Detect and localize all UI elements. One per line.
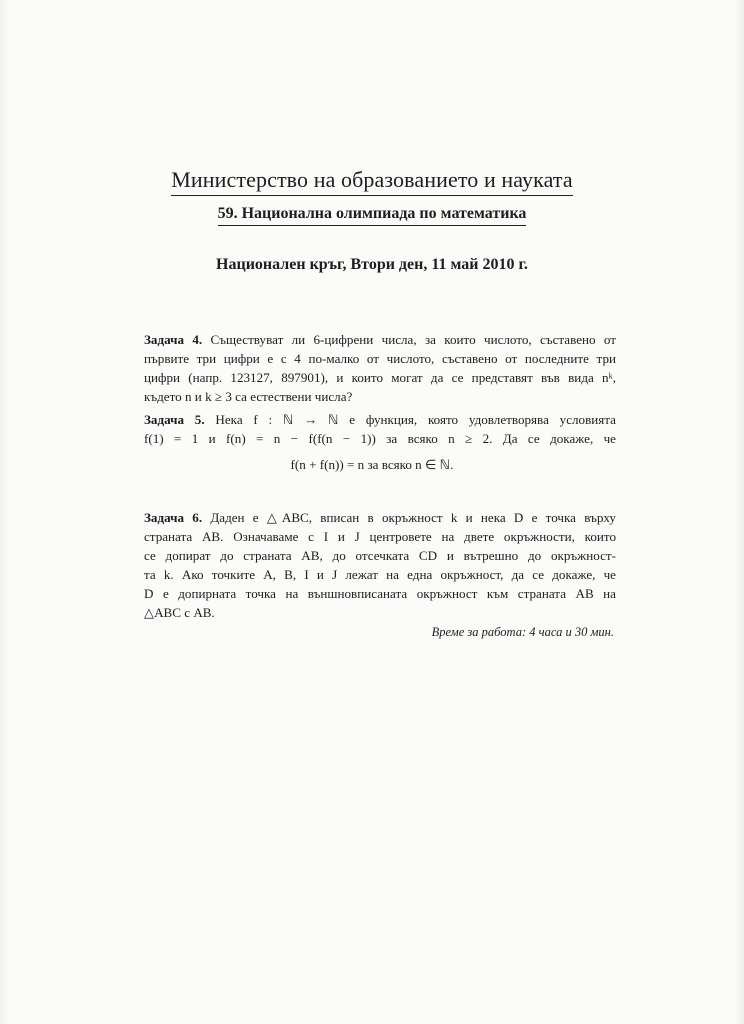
problem-5-line-1: Задача 5. Нека f : ℕ → ℕ е функция, която удовлетворява условията	[144, 412, 616, 427]
problem-6-label: Задача 6.	[144, 510, 203, 525]
problem-5-formula: f(n + f(n)) = n за всяко n ∈ ℕ.	[290, 457, 454, 472]
problem-6-line-5: D е допирната точка на външновписаната окръжност към страната AB на	[144, 586, 616, 601]
time-limit-note: Време за работа: 4 часа и 30 мин.	[431, 625, 614, 639]
problem-5-label: Задача 5.	[144, 412, 205, 427]
problem-4	[144, 330, 616, 406]
problem-6-line-6: △ABC с AB.	[144, 605, 215, 620]
problem-4-line-3: цифри (напр. 123127, 897901), и които могат да се представят във вида nᵏ,	[144, 370, 616, 385]
problem-4-line-1: Задача 4. Съществуват ли 6-цифрени числа, за които числото, съставено от	[144, 332, 616, 347]
problem-6-line-1: Задача 6. Даден е △ABC, вписан в окръжност k и нека D е точка върху	[144, 510, 616, 525]
problem-5-line-2: f(1) = 1 и f(n) = n − f(f(n − 1)) за всяко n ≥ 2. Да се докаже, че	[144, 431, 616, 446]
problem-4-label: Задача 4.	[144, 332, 203, 347]
round-subtitle: Национален кръг, Втори ден, 11 май 2010 г.	[216, 256, 528, 273]
problem-6-line-2: страната AB. Означаваме с I и J центровете на двете окръжности, които	[144, 529, 616, 544]
problem-5	[144, 410, 616, 448]
problem-6-line-3: се допират до страната AB, до отсечката CD и вътрешно до окръжност-	[144, 548, 616, 563]
problem-6-line-4: та k. Ако точките A, B, I и J лежат на една окръжност, да се докаже, че	[144, 567, 616, 582]
ministry-title: Министерство на образованието и науката	[0, 167, 744, 196]
olympiad-title: 59. Национална олимпиада по математика	[0, 205, 744, 226]
problem-4-line-2: първите три цифри е с 4 по-малко от числото, съставено от последните три	[144, 351, 616, 366]
problem-4-line-4: където n и k ≥ 3 са естествени числа?	[144, 389, 353, 404]
problem-6	[144, 508, 616, 622]
